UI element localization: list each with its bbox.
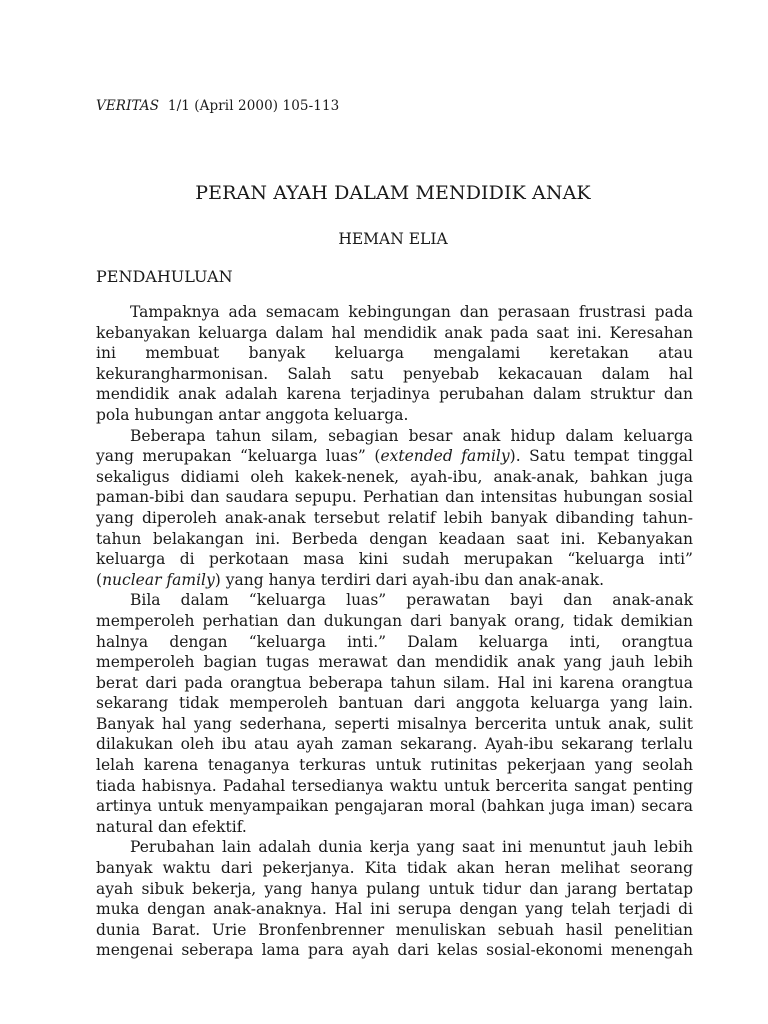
body-line: sekaligus didiami oleh kakek-nenek, ayah-ibu, anak-anak, bahkan juga	[96, 467, 693, 486]
body-line: yang diperoleh anak-anak tersebut relatif lebih banyak dibanding tahun-	[96, 508, 693, 527]
body-line: sekarang tidak memperoleh bantuan dari anggota keluarga yang lain.	[96, 694, 693, 713]
body-line: artinya untuk menyampaikan pengajaran moral (bahkan juga iman) secara	[96, 797, 693, 816]
body-line: mendidik anak adalah karena terjadinya perubahan dalam struktur dan	[96, 385, 693, 404]
journal-reference	[96, 98, 339, 114]
body-text-segment: yang merupakan “keluarga luas” (	[96, 447, 381, 466]
body-line: berat dari pada orangtua beberapa tahun silam. Hal ini karena orangtua	[96, 673, 693, 692]
italic-term: nuclear family	[102, 570, 215, 589]
body-line: mengenai seberapa lama para ayah dari kelas sosial-ekonomi menengah	[96, 941, 693, 960]
body-line: pola hubungan antar anggota keluarga.	[96, 405, 409, 424]
body-line: kekurangharmonisan. Salah satu penyebab kekacauan dalam hal	[96, 364, 693, 383]
body-text-segment: ). Satu tempat tinggal	[509, 447, 693, 466]
body-line: Beberapa tahun silam, sebagian besar anak hidup dalam keluarga	[130, 426, 693, 445]
body-text-segment: (	[96, 570, 103, 589]
body-line: tiada habisnya. Padahal tersedianya waktu untuk bercerita sangat penting	[96, 776, 693, 795]
body-line: tahun belakangan ini. Berbeda dengan keadaan saat ini. Kebanyakan	[96, 529, 693, 548]
body-line: Bila dalam “keluarga luas” perawatan bayi dan anak-anak	[130, 591, 693, 610]
body-line: paman-bibi dan saudara sepupu. Perhatian dan intensitas hubungan sosial	[96, 488, 693, 507]
body-line: dunia Barat. Urie Bronfenbrenner menuliskan sebuah hasil penelitian	[96, 920, 693, 939]
body-line: natural dan efektif.	[96, 817, 247, 836]
body-line: ini membuat banyak keluarga mengalami keretakan atau	[96, 344, 693, 363]
body-line: dilakukan oleh ibu atau ayah zaman sekarang. Ayah-ibu sekarang terlalu	[96, 735, 693, 754]
article-title: PERAN AYAH DALAM MENDIDIK ANAK	[195, 182, 591, 204]
section-heading: PENDAHULUAN	[96, 267, 233, 286]
body-line: Perubahan lain adalah dunia kerja yang saat ini menuntut jauh lebih	[130, 838, 693, 857]
article-author: HEMAN ELIA	[338, 230, 448, 248]
body-line: kebanyakan keluarga dalam hal mendidik anak pada saat ini. Keresahan	[96, 323, 693, 342]
body-text-segment: ) yang hanya terdiri dari ayah-ibu dan anak-anak.	[214, 570, 605, 589]
body-line: halnya dengan “keluarga inti.” Dalam keluarga inti, orangtua	[96, 632, 693, 651]
body-line: memperoleh perhatian dan dukungan dari banyak orang, tidak demikian	[96, 611, 693, 630]
body-line: keluarga di perkotaan masa kini sudah merupakan “keluarga inti”	[96, 550, 693, 569]
body-line: banyak waktu dari pekerjanya. Kita tidak akan heran melihat seorang	[96, 859, 693, 878]
body-line: Tampaknya ada semacam kebingungan dan perasaan frustrasi pada	[130, 303, 693, 321]
body-line: memperoleh bagian tugas merawat dan mendidik anak yang jauh lebih	[96, 653, 693, 672]
body-line: muka dengan anak-anaknya. Hal ini serupa dengan yang telah terjadi di	[96, 900, 693, 919]
journal-issue: 1/1 (April 2000) 105-113	[167, 98, 340, 114]
body-line: lelah karena tenaganya terkuras untuk rutinitas pekerjaan yang seolah	[96, 756, 693, 775]
body-line	[96, 446, 693, 467]
body-line	[96, 570, 693, 591]
journal-name: VERITAS	[96, 98, 160, 114]
body-line: ayah sibuk bekerja, yang hanya pulang untuk tidur dan jarang bertatap	[96, 879, 693, 898]
article-body	[96, 302, 693, 961]
italic-term: extended family	[380, 447, 510, 466]
body-line: Banyak hal yang sederhana, seperti misalnya bercerita untuk anak, sulit	[96, 714, 693, 733]
